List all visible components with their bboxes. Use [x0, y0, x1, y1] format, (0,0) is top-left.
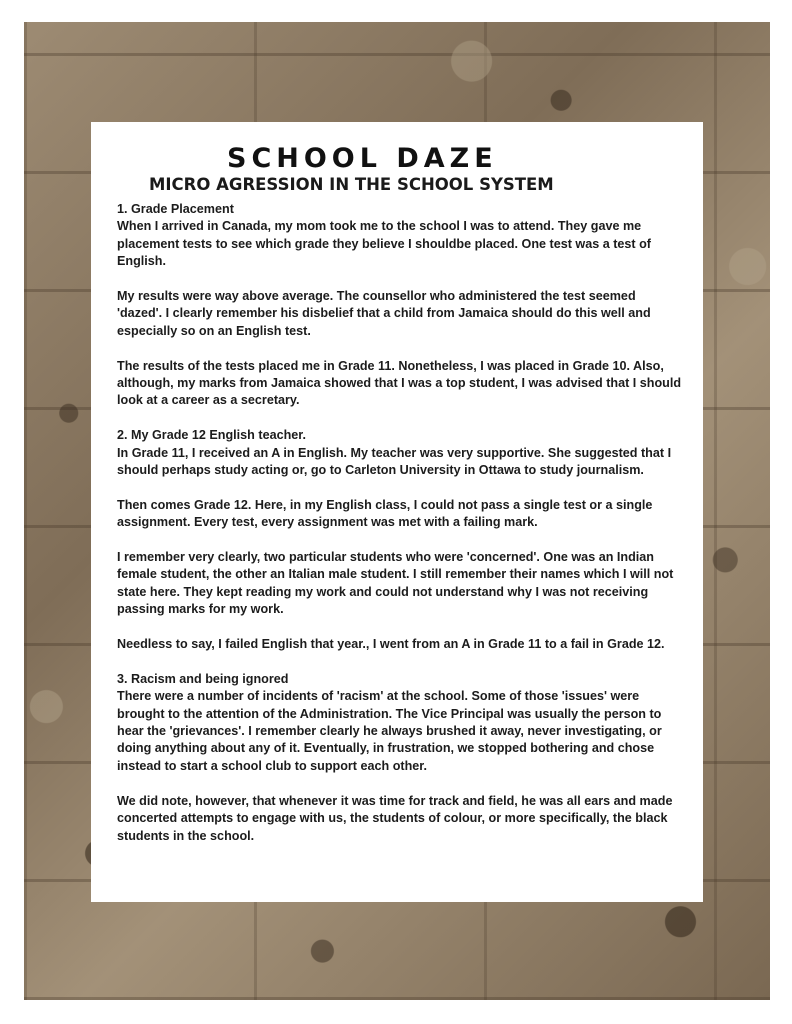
section-grade-placement [117, 201, 683, 410]
document-subtitle: MICRO AGRESSION IN THE SCHOOL SYSTEM [149, 175, 554, 194]
paragraph: My results were way above average. The counsellor who administered the test seemed 'dazed'. I clearly remember his disbelief that a child from Jamaica should do this well and especially so on an English test. [117, 289, 651, 338]
paragraph: Needless to say, I failed English that year., I went from an A in Grade 11 to a fail in Grade 12. [117, 637, 665, 652]
document-page [91, 122, 703, 902]
section-racism-being-ignored [117, 671, 683, 845]
section-heading: 2. My Grade 12 English teacher. [117, 428, 306, 443]
paragraph: When I arrived in Canada, my mom took me to the school I was to attend. They gave me placement tests to see which grade they believe I shouldbe placed. One test was a test of English. [117, 219, 651, 269]
paragraph: The results of the tests placed me in Grade 11. Nonetheless, I was placed in Grade 10. Also, although, my marks from Jamaica showed that I was a top student, I was advised that I should look at a career as a secretary. [117, 358, 682, 408]
paragraph: In Grade 11, I received an A in English. My teacher was very supportive. She suggested that I should perhaps study acting or, go to Carleton University in Ottawa to study journalism. [117, 445, 672, 478]
document-title: SCHOOL DAZE [227, 143, 498, 174]
paragraph: We did note, however, that whenever it was time for track and field, he was all ears and made concerted attempts to engage with us, the students of colour, or more specifically, the black students in the school. [117, 793, 673, 843]
paragraph: Then comes Grade 12. Here, in my English class, I could not pass a single test or a single assignment. Every test, every assignment was met with a failing mark. [117, 497, 653, 530]
paragraph: There were a number of incidents of 'racism' at the school. Some of those 'issues' were brought to the attention of the Administration. The Vice Principal was usually the person to hear the 'grievances'. I remember clearly he always brushed it away, never investigating, or doing anything about any of it. Eventually, in frustration, we stopped bothering and chose instead to start a school club to support each other. [117, 689, 662, 773]
section-grade-12-english-teacher [117, 427, 683, 653]
paragraph: I remember very clearly, two particular students who were 'concerned'. One was an Indian female student, the other an Italian male student. I still remember their names which I will not state here. They kept reading my work and could not understand why I was not receiving passing marks for my work. [117, 550, 674, 617]
section-heading: 3. Racism and being ignored [117, 671, 289, 686]
section-heading: 1. Grade Placement [117, 202, 234, 216]
